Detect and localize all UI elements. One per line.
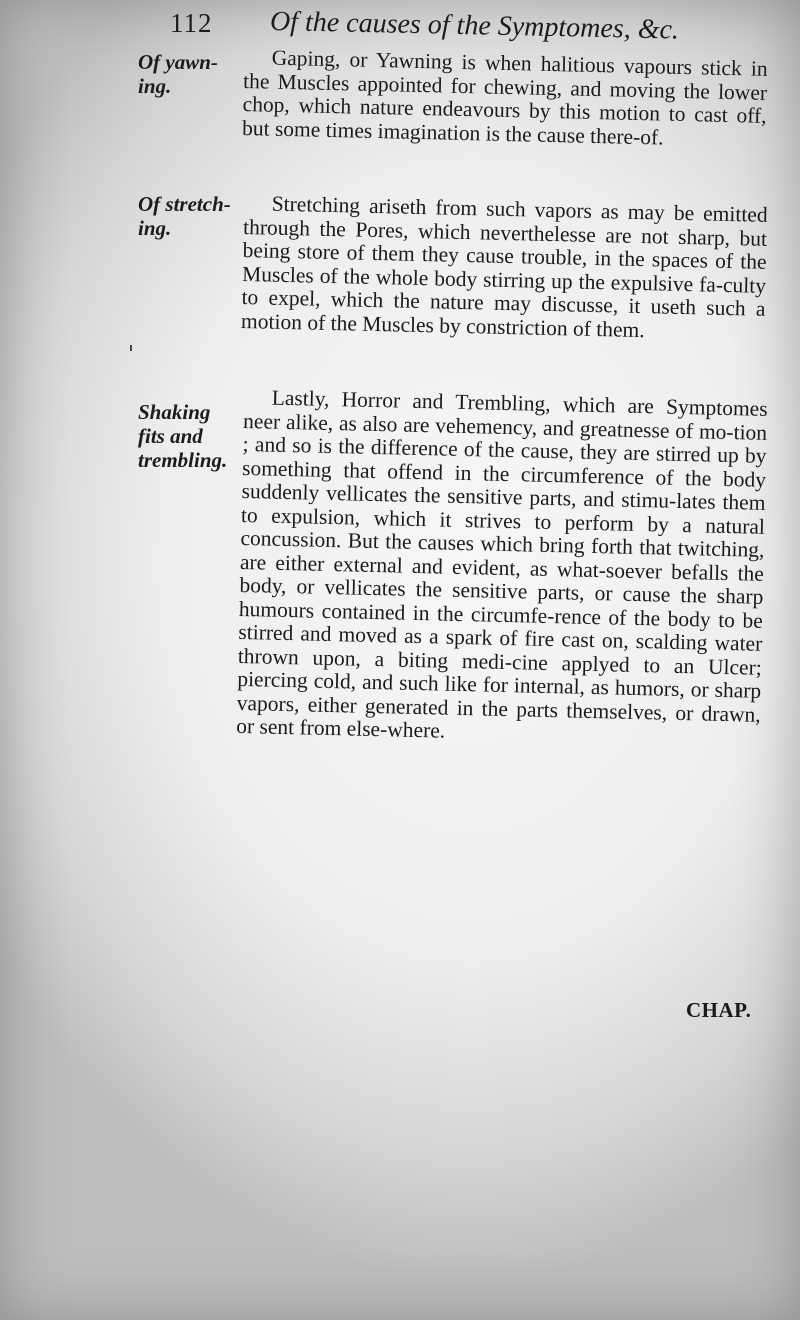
margin-mark (130, 345, 132, 351)
page-number: 112 (170, 8, 213, 38)
paragraph-trembling: Lastly, Horror and Trembling, which are Symptomes neer alike, as also are vehemency, and greatnesse of mo-tion ; and so is the difference of the cause, they are stirred up by something that offend in the circumference of the body suddenly vellicates the sensitive parts, and stimu-lates them to expulsion, which it strives to perform by a natural concussion. But the causes which bring forth that twitching, are either external and evident, as what-soever befalls the body, or vellicates the sensitive parts, or cause the sharp humours contained in the circumfe-rence of the body to be stirred and moved as a spark of fire cast on, scalding water thrown upon, a biting medi-cine applyed to an Ulcer; piercing cold, and such like for internal, as humors, or sharp vapors, either generated in the parts themselves, or drawn, or sent from else-where. (236, 385, 768, 743)
marginal-note-trembling: Shaking fits and trembling. (138, 400, 228, 472)
paragraph-stretching: Stretching ariseth from such vapors as may be emitted through the Pores, which neverthelesse are not sharp, but being store of them they cause trouble, in the spaces of the Muscles of the whole body stirring up the expulsive fa-culty to expel, which the nature may discusse, it useth such a motion of the Muscles by constriction of them. (240, 191, 768, 342)
catchword: CHAP. (686, 998, 752, 1022)
paragraph-yawning: Gaping, or Yawning is when halitious vapours stick in the Muscles appointed for chewing, and moving the lower chop, which nature endeavours by this motion to cast off, but some times imagination is the cause there-of. (241, 45, 768, 150)
running-title: Of the causes of the Symptomes, &c. (269, 6, 680, 46)
running-head (170, 4, 780, 44)
marginal-note-yawning: Of yawn-ing. (138, 50, 218, 98)
marginal-note-stretching: Of stretch-ing. (138, 192, 231, 240)
